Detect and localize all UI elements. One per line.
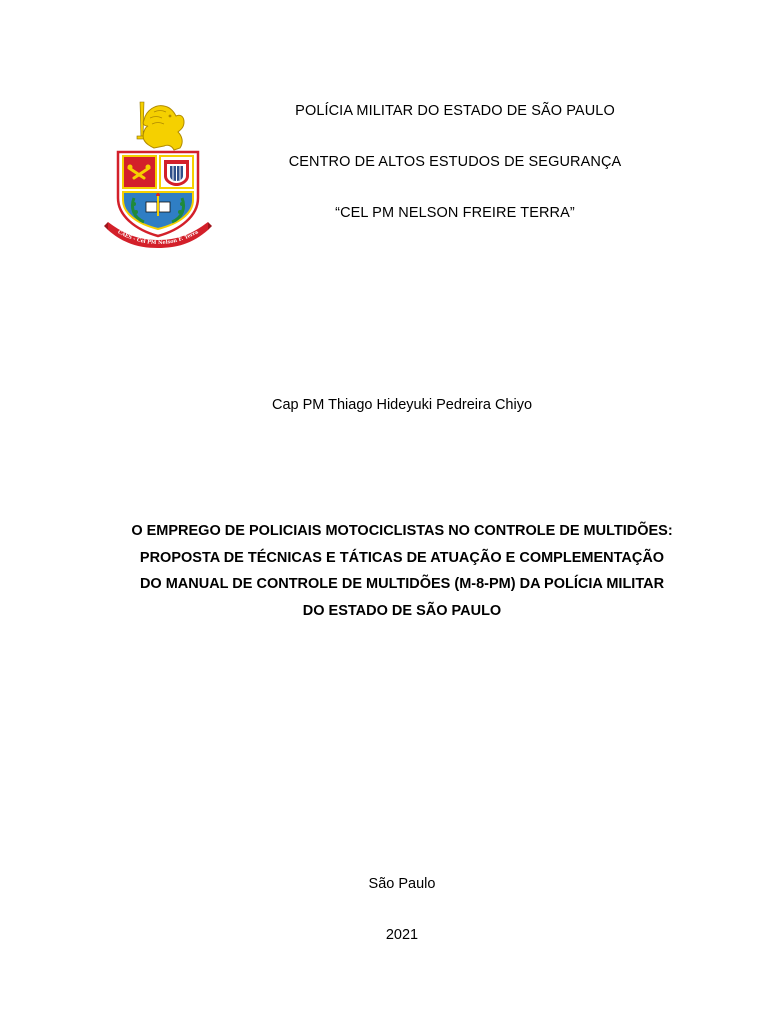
center-name: CENTRO DE ALTOS ESTUDOS DE SEGURANÇA <box>288 154 622 170</box>
caes-crest-icon <box>104 98 212 250</box>
center-honoree: “CEL PM NELSON FREIRE TERRA” <box>335 205 575 221</box>
city: São Paulo <box>368 876 436 892</box>
institution-name: POLÍCIA MILITAR DO ESTADO DE SÃO PAULO <box>295 103 615 119</box>
year: 2021 <box>385 927 419 943</box>
title-line: DO ESTADO DE SÃO PAULO <box>302 602 502 619</box>
crest-ribbon-text: CAES - Cel PM Nelson F. Terra <box>116 229 200 247</box>
title-line: DO MANUAL DE CONTROLE DE MULTIDÕES (M-8-PM) DA POLÍCIA MILITAR <box>139 576 665 592</box>
document-title <box>90 518 714 624</box>
author-name: Cap PM Thiago Hideyuki Pedreira Chiyo <box>271 397 533 413</box>
title-line: O EMPREGO DE POLICIAIS MOTOCICLISTAS NO CONTROLE DE MULTIDÕES: <box>131 523 673 539</box>
title-line: PROPOSTA DE TÉCNICAS E TÁTICAS DE ATUAÇÃO E COMPLEMENTAÇÃO <box>139 549 665 566</box>
